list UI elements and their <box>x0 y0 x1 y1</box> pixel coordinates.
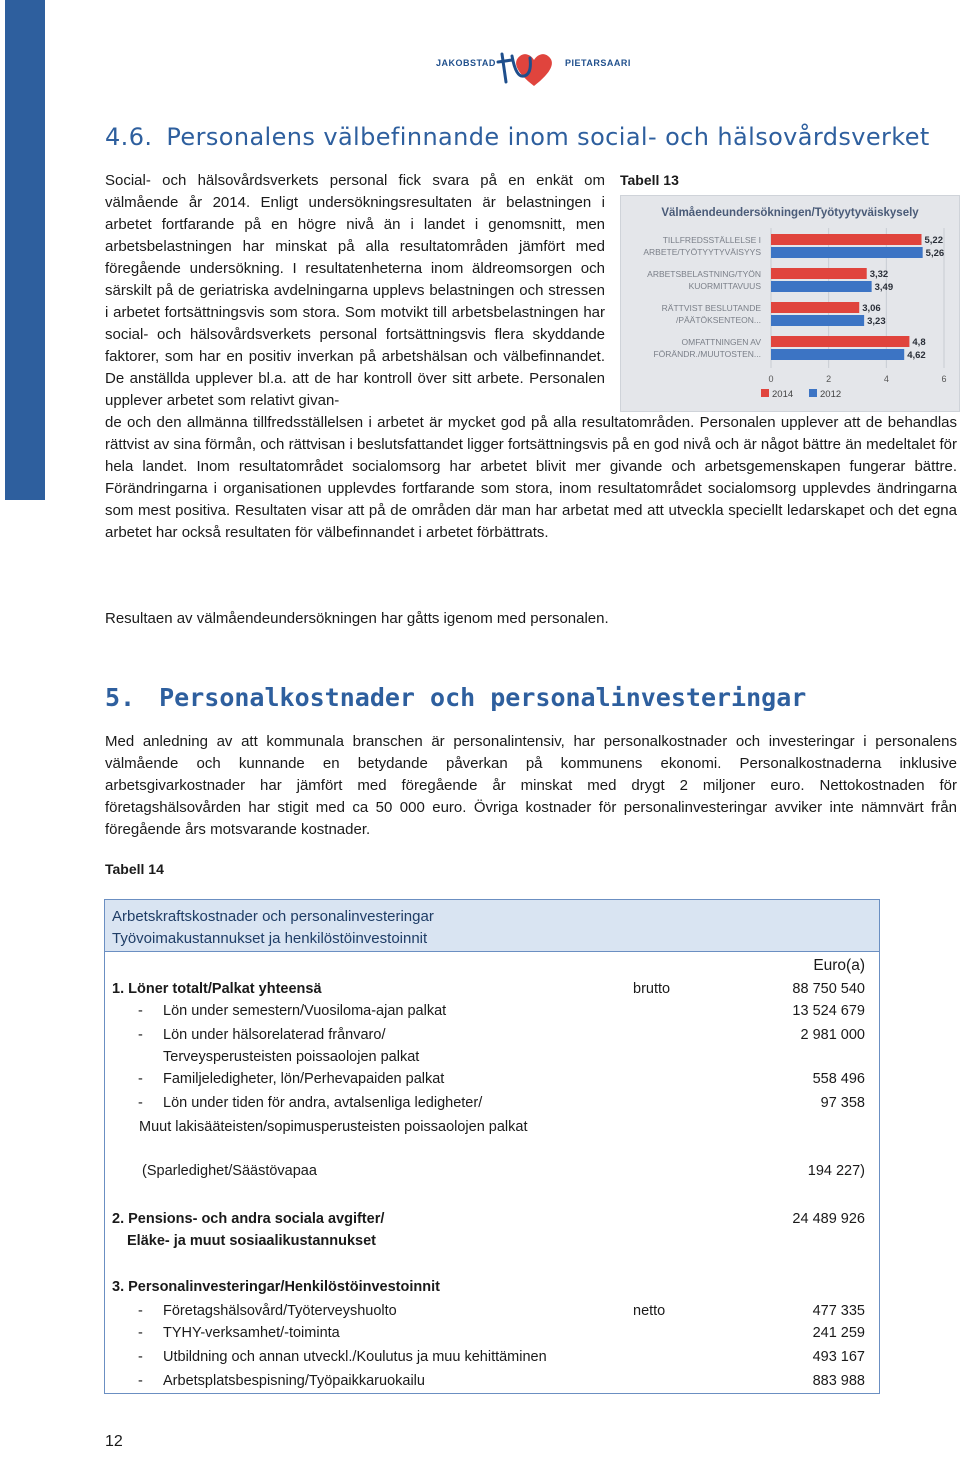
row-label: (Sparledighet/Säästövapaa <box>142 1163 317 1179</box>
chart-data-label: 3,49 <box>874 282 894 293</box>
chart-canvas <box>621 196 959 411</box>
section-number: 4.6. <box>105 123 153 151</box>
row-label: Utbildning och annan utveckl./Koulutus ja muu kehittäminen <box>163 1349 547 1365</box>
table-title-sv: Arbetskraftskostnader och personalinvesteringar <box>112 908 434 925</box>
row-dash: - <box>138 1095 143 1111</box>
row-label-fi: Terveysperusteisten poissaolojen palkat <box>163 1049 420 1065</box>
chart-data-label: 3,06 <box>862 303 881 314</box>
row-value: 558 496 <box>812 1071 865 1087</box>
chart-data-label: 3,23 <box>867 316 886 327</box>
row-value: 241 259 <box>812 1325 865 1341</box>
row-value: 24 489 926 <box>792 1211 865 1227</box>
row-value: 2 981 000 <box>800 1027 865 1043</box>
section-title: Personalkostnader och personalinvesteringar <box>159 683 807 712</box>
row-dash: - <box>138 1071 143 1087</box>
chart-category-label: ARBETSBELASTNING/TYÖN <box>647 269 761 279</box>
chart-bar <box>771 281 872 292</box>
chart-title: Välmåendeundersökningen/Työtyytyväiskysely <box>661 207 919 219</box>
row-value: 477 335 <box>812 1303 865 1319</box>
chart-category-label: ARBETE/TYÖTYYTYVÄISYYS <box>643 247 761 257</box>
chart-bar <box>771 336 909 347</box>
cost-table <box>104 899 880 1394</box>
chart-bar <box>771 349 904 360</box>
row-dash: - <box>138 1373 143 1389</box>
row-label: 2. Pensions- och andra sociala avgifter/ <box>112 1211 385 1227</box>
row-dash: - <box>138 1003 143 1019</box>
page-number: 12 <box>105 1433 123 1450</box>
row-label: Företagshälsovård/Työterveyshuolto <box>163 1303 397 1319</box>
intro-paragraph-continued: de och den allmänna tillfredsställelsen i arbetet är mycket god på alla resultatområden. Personalen upplever att de behandlas rättvist av sina förmån, och rättvisan i beslutsfattandet ligger fortsättningsvis på en god nivå och är något bättre än medeltalet för hela landet. Inom resultatområdet socialomsorg har arbetet blivit mer givande och arbetsgemenskapen fungerar bättre. Förändringarna i organisationen upplevdes fortfarande som stora, inom resultatområdet socialomsorg upplevdes ändringarna som mest positiva. Resultaten visar att på de områden där man har arbetat med att utveckla speciellt ledarskapet och det egna arbetet har också resultaten för välbefinnandet i arbetet förbättrats. <box>105 414 957 541</box>
row-label: Arbetsplatsbespisning/Työpaikkaruokailu <box>163 1373 425 1389</box>
row-value: 493 167 <box>812 1349 865 1365</box>
row-value: 13 524 679 <box>792 1003 865 1019</box>
chart-category-label: TILLFREDSSTÄLLELSE I <box>662 235 761 245</box>
section-number: 5. <box>105 683 136 712</box>
wellbeing-chart <box>620 195 960 412</box>
row-dash: - <box>138 1349 143 1365</box>
section-5-paragraph: Med anledning av att kommunala branschen är personalintensiv, har personalkostnader och investeringar i personalens välmående och kunnande en betydande påverkan på kommunens ekonomi. Personalkostnaderna inklusive arbetsgivarkostnader har jämfört med föregående år minskat med drygt 2 miljoner euro. Nettokostnaden för företagshälsovården har stigit med ca 50 000 euro. Övriga kostnader för personalinvesteringar avviker inte nämnvärt från föregående års motsvarande kostnader. <box>105 733 957 838</box>
chart-tick-label: 4 <box>883 374 889 384</box>
chart-data-label: 5,22 <box>924 235 944 246</box>
currency-label: Euro(a) <box>813 957 865 974</box>
chart-bar <box>771 302 859 313</box>
logo-text-right: PIETARSAARI <box>565 58 631 68</box>
logo <box>430 48 640 88</box>
chart-data-label: 5,26 <box>925 248 945 259</box>
chart-category-label: OMFATTNINGEN AV <box>681 337 761 347</box>
row-dash: - <box>138 1303 143 1319</box>
row-label: Lön under semestern/Vuosiloma-ajan palkat <box>163 1003 447 1019</box>
row-value: 883 988 <box>812 1373 865 1389</box>
table-13-label: Tabell 13 <box>620 172 679 188</box>
row-label: Familjeledigheter, lön/Perhevapaiden palkat <box>163 1071 445 1087</box>
heart-logo-icon <box>494 48 560 88</box>
row-label: TYHY-verksamhet/-toiminta <box>163 1325 340 1341</box>
side-color-bar <box>5 0 45 500</box>
row-note: brutto <box>633 981 671 997</box>
row-value: 88 750 540 <box>792 981 865 997</box>
chart-bar <box>771 247 923 258</box>
chart-tick-label: 6 <box>941 374 947 384</box>
chart-bar <box>771 234 922 245</box>
chart-data-label: 4,62 <box>907 350 926 361</box>
row-label-fi: Muut lakisääteisten/sopimusperusteisten poissaolojen palkat <box>139 1119 528 1135</box>
logo-text-left: JAKOBSTAD <box>436 58 496 68</box>
table-title-fi: Työvoimakustannukset ja henkilöstöinvestoinnit <box>112 930 428 947</box>
chart-data-label: 4,8 <box>912 337 926 348</box>
row-value: 194 227) <box>807 1163 865 1179</box>
chart-bar <box>771 268 867 279</box>
table-header <box>105 900 879 952</box>
table-14-label: Tabell 14 <box>105 861 164 877</box>
row-dash: - <box>138 1027 143 1043</box>
chart-category-label: KUORMITTAVUUS <box>688 281 761 291</box>
row-label: Lön under tiden för andra, avtalsenliga ledigheter/ <box>163 1095 483 1111</box>
section-title: Personalens välbefinnande inom social- och hälsovårdsverket <box>166 123 930 151</box>
chart-legend-swatch <box>761 389 769 397</box>
section-4-6-heading <box>105 123 930 151</box>
chart-legend-label: 2012 <box>820 389 842 400</box>
row-dash: - <box>138 1325 143 1341</box>
review-note: Resultaen av välmåendeundersökningen har gåtts igenom med personalen. <box>105 610 609 627</box>
chart-category-label: /PÄÄTÖKSENTEON... <box>675 315 761 325</box>
chart-tick-label: 0 <box>768 374 774 384</box>
chart-category-label: FÖRÄNDR./MUUTOSTEN... <box>653 349 761 359</box>
row-label-fi: Eläke- ja muut sosiaalikustannukset <box>127 1233 377 1249</box>
chart-bar <box>771 315 864 326</box>
row-note: netto <box>633 1303 666 1319</box>
chart-legend-label: 2014 <box>772 389 794 400</box>
intro-paragraph: Social- och hälsovårdsverkets personal fick svara på en enkät om välmående år 2014. Enligt undersökningsresultaten är belastningen i arbetet fortfarande på en högre nivå än i landet i genomsnitt, men arbetsbelastningen har minskat på alla resultatområden jämfört med föregående undersökning. I resultatenheterna inom äldreomsorgen och särskilt på de geriatriska avdelningarna upplevs belastningen och stressen i arbetet fortsättningsvis som stora. Som motvikt till arbetsbelastningen har social- och hälsovårdsverkets personal fortsättningsvis flera skyddande faktorer, som har en positiv inverkan på arbetshälsan och välbefinnandet. De anställda upplever bl.a. att de har kontroll över sitt arbete. Personalen upplever arbetet som relativt givan- <box>105 172 605 409</box>
row-label: 3. Personalinvesteringar/Henkilöstöinvestoinnit <box>112 1279 440 1295</box>
chart-data-label: 3,32 <box>869 269 889 280</box>
row-label: 1. Löner totalt/Palkat yhteensä <box>112 981 322 997</box>
chart-legend-swatch <box>809 389 817 397</box>
chart-tick-label: 2 <box>826 374 832 384</box>
chart-category-label: RÄTTVIST BESLUTANDE <box>661 303 761 313</box>
row-label: Lön under hälsorelaterad frånvaro/ <box>163 1027 386 1043</box>
row-value: 97 358 <box>820 1095 865 1111</box>
section-5-heading <box>105 683 806 712</box>
